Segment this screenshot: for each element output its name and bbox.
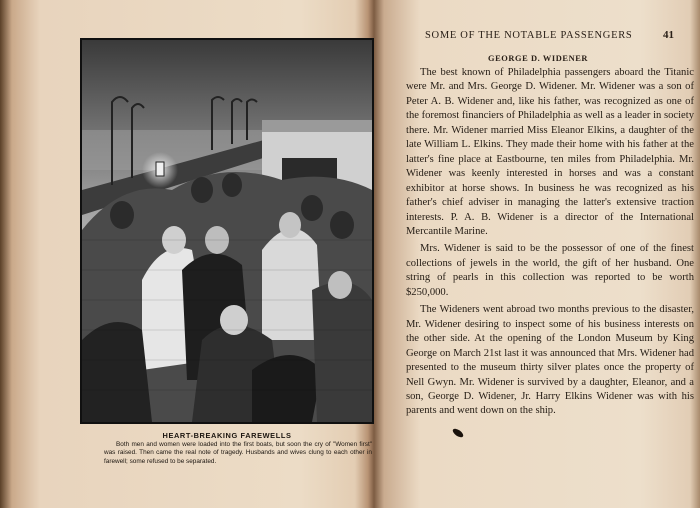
paragraph: Mrs. Widener is said to be the possessor of one of the finest collections of jewels in the world, the gift of her husband. One string of pearls in this collection was reported to be worth $250,000. <box>406 243 694 298</box>
section-heading: GEORGE D. WIDENER <box>487 54 589 63</box>
running-head: SOME OF THE NOTABLE PASSENGERS <box>425 30 633 41</box>
right-page <box>380 0 694 508</box>
left-page <box>22 0 372 508</box>
paragraph: The Wideners went abroad two months previous to the disaster, Mr. Widener desiring to inspect some of his business interests on the other side. At the opening of the London Museum by King George on March 21st last it was announced that Mrs. Widener had presented to the museum thirty silver plates once the property of Nell Gwyn. Mr. Widener is survived by a daughter, Eleanor, and a son, George D. Widener, Jr. Harry Elkins Widener was with his parents and went down on the ship. <box>406 304 694 417</box>
caption-text: Both men and women were loaded into the first boats, but soon the cry of "Women first" was raised. Then came the real note of tragedy. Husbands and wives clung to each other in farewell; some refused to be separated. <box>104 441 372 465</box>
farewell-illustration <box>80 38 374 424</box>
article-body <box>406 66 694 424</box>
caption-title: HEART-BREAKING FAREWELLS <box>162 431 292 440</box>
illustration-drawing <box>82 40 372 422</box>
paragraph: The best known of Philadelphia passengers aboard the Titanic were Mr. and Mrs. George D. Widener. Mr. Widener was a son of Peter A. B. Widener and, like his father, was recognized as one of the foremost financiers of Philadelphia as well as a leader in society there. Mr. Widener married Miss Eleanor Elkins, a daughter of the late William L. Elkins. They made their home with his father at the latter's fine place at Eastbourne, ten miles from Philadelphia. Mr. Widener was keenly interested in horses and was a constant exhibitor at horse shows. In business he was recognized as his father's chief adviser in managing the latter's extensive traction interests. P. A. B. Widener is a director of the International Mercantile Marine. <box>406 67 694 237</box>
page-number: 41 <box>663 29 674 41</box>
